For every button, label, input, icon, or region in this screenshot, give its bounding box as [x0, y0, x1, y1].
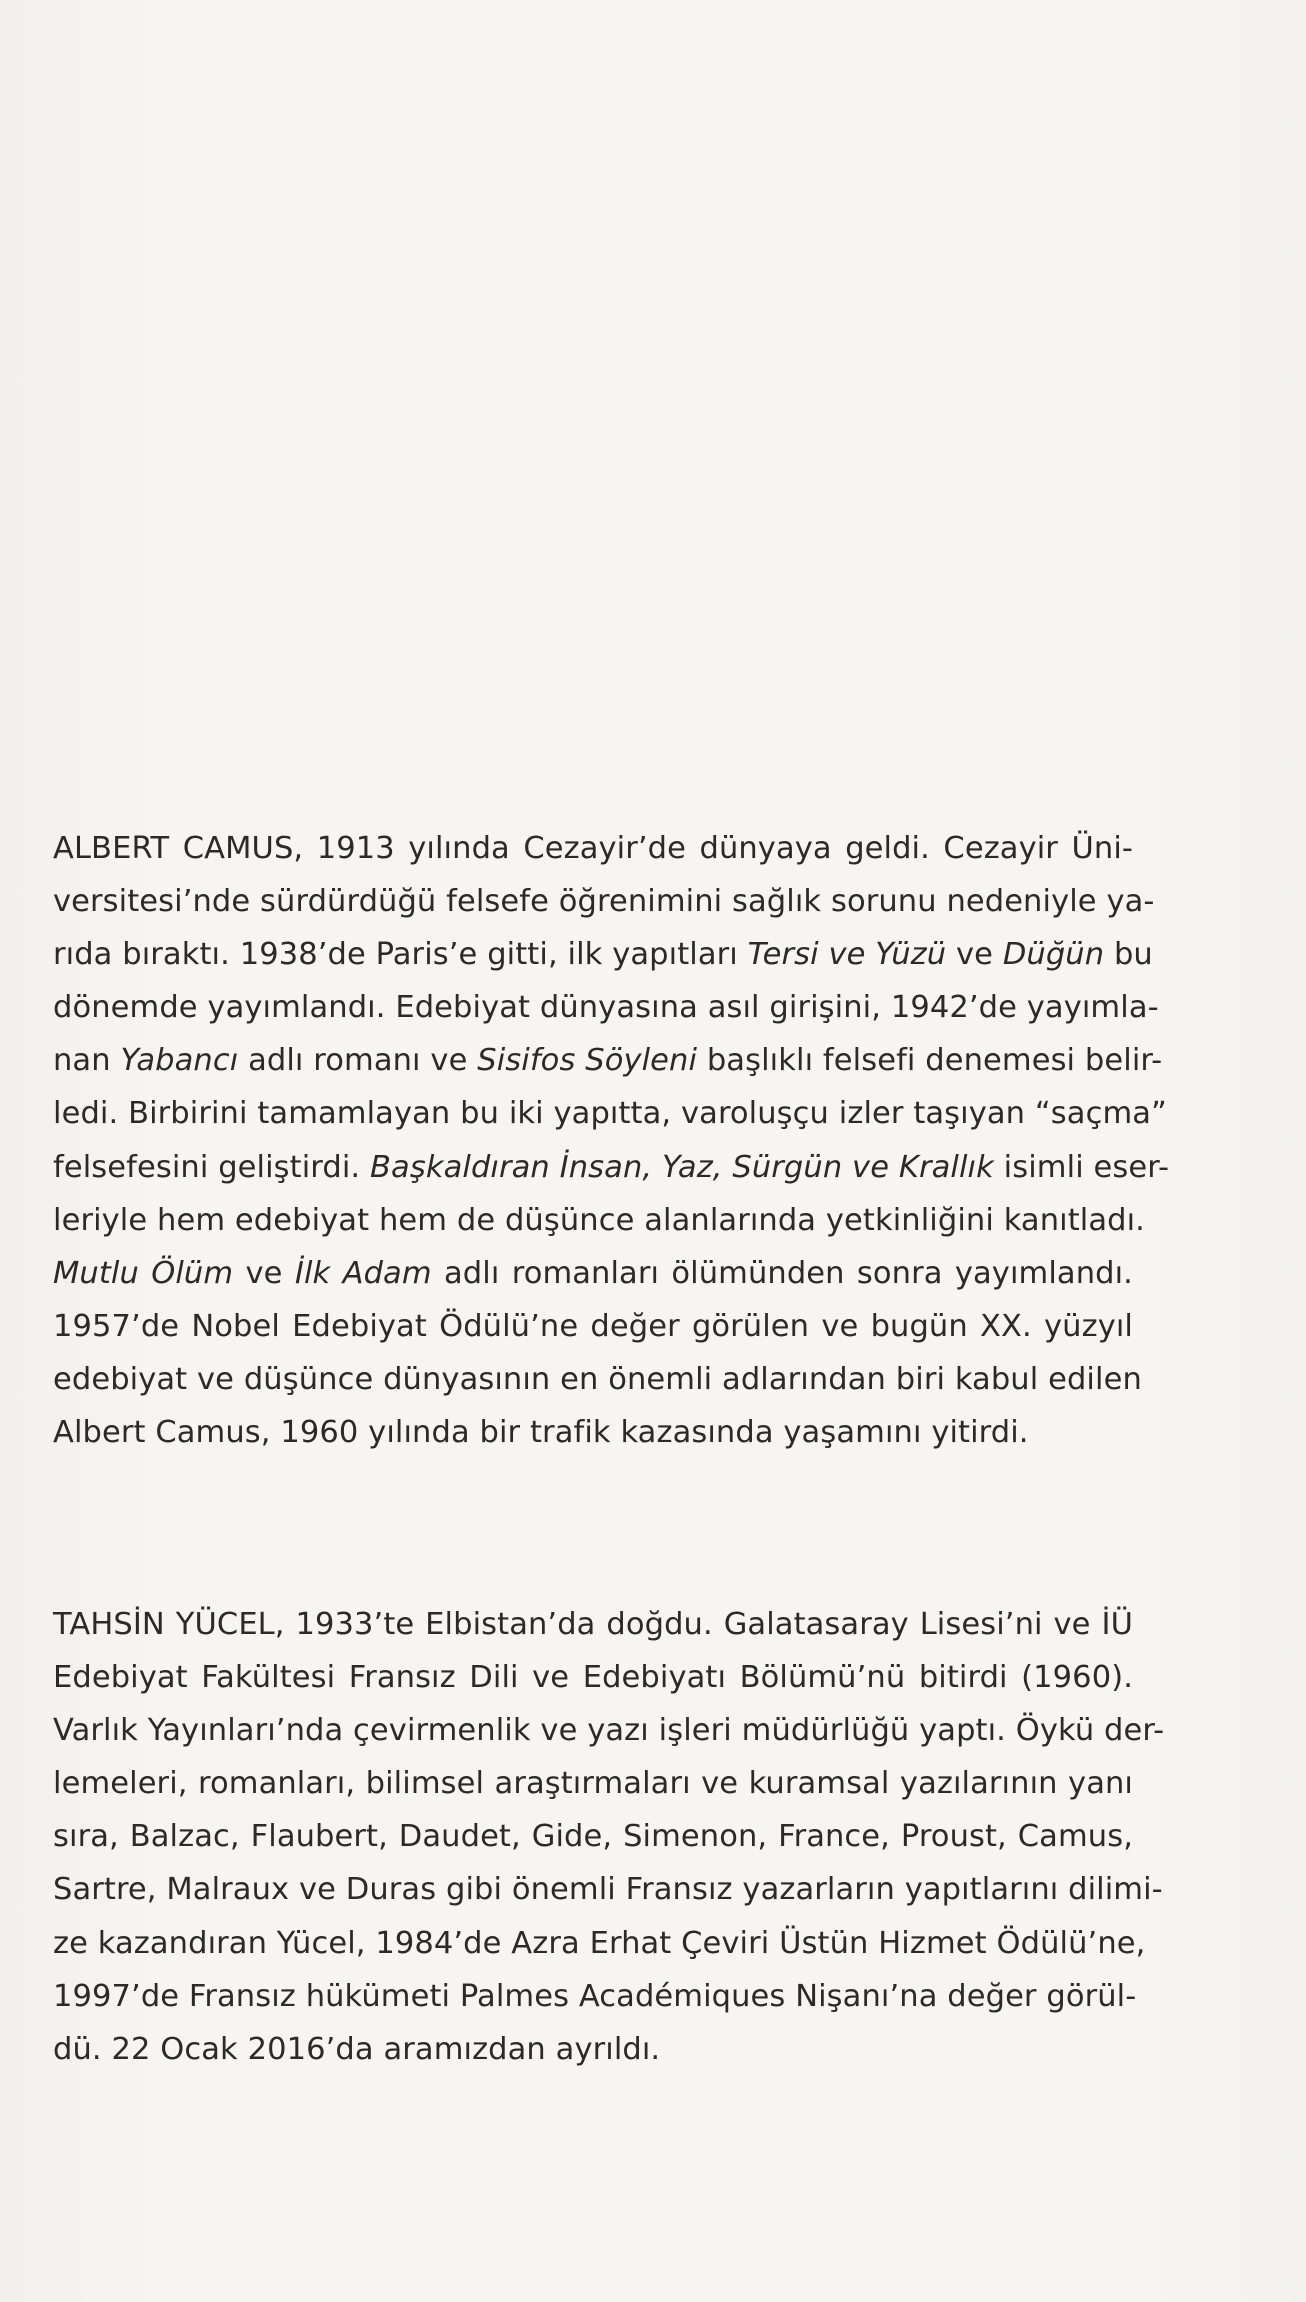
text-segment: ve — [946, 937, 1003, 973]
text-segment: versitesi’nde sürdürdüğü felsefe öğrenimini sağlık sorunu nedeniyle ya- — [53, 884, 1155, 920]
text-segment: bu — [1104, 937, 1153, 973]
text-line — [53, 1863, 1163, 1916]
text-segment: ALBERT CAMUS, 1913 yılında Cezayir’de dünyaya geldi. Cezayir Üni- — [53, 831, 1133, 866]
text-line — [53, 1970, 1137, 2023]
text-segment: leriyle hem edebiyat hem de düşünce alanlarında yetkinliğini kanıtladı. — [53, 1202, 1145, 1238]
text-line — [53, 1300, 1133, 1353]
text-segment: dönemde yayımlandı. Edebiyat dünyasına asıl girişini, 1942’de yayımla- — [53, 990, 1159, 1026]
text-segment: ze kazandıran Yücel, 1984’de Azra Erhat Çeviri Üstün Hizmet Ödülü’ne, — [53, 1925, 1146, 1961]
text-line — [53, 822, 1133, 875]
text-segment: Sartre, Malraux ve Duras gibi önemli Fransız yazarların yapıtlarını dilimi- — [53, 1872, 1163, 1908]
text-line — [53, 1034, 1163, 1087]
italic-title: Sisifos Söyleni — [477, 1043, 698, 1079]
text-line — [53, 1194, 1145, 1247]
text-line — [53, 981, 1159, 1034]
italic-title: Tersi ve Yüzü — [747, 937, 947, 973]
text-segment: edebiyat ve düşünce dünyasının en önemli adlarından biri kabul edilen — [53, 1361, 1142, 1397]
text-line — [53, 875, 1155, 928]
text-line — [53, 1247, 1133, 1300]
text-segment: ve — [233, 1255, 295, 1291]
italic-title: Mutlu Ölüm — [53, 1255, 234, 1291]
text-segment: ledi. Birbirini tamamlayan bu iki yapıtta, varoluşçu izler taşıyan “saçma” — [53, 1096, 1167, 1132]
text-segment: Varlık Yayınları’nda çevirmenlik ve yazı işleri müdürlüğü yaptı. Öykü der- — [53, 1713, 1165, 1749]
italic-title: Başkaldıran İnsan, Yaz, Sürgün ve Krallık — [370, 1149, 994, 1185]
text-segment: rıda bıraktı. 1938’de Paris’e gitti, ilk yapıtları — [53, 937, 748, 973]
text-line — [53, 1757, 1133, 1810]
italic-title: İlk Adam — [294, 1255, 432, 1291]
text-line — [53, 2023, 1133, 2076]
text-segment: 1957’de Nobel Edebiyat Ödülü’ne değer görülen ve bugün XX. yüzyıl — [53, 1308, 1133, 1344]
text-line — [53, 1141, 1170, 1194]
text-segment: isimli eser- — [993, 1149, 1170, 1185]
text-line — [53, 1651, 1133, 1704]
text-line — [53, 1087, 1167, 1140]
text-segment: 1997’de Fransız hükümeti Palmes Académiques Nişanı’na değer görül- — [53, 1978, 1137, 2014]
text-line — [53, 1810, 1133, 1863]
italic-title: Yabancı — [120, 1043, 239, 1079]
text-line — [53, 1353, 1142, 1406]
text-segment: nan — [53, 1043, 121, 1079]
text-segment: adlı romanı ve — [238, 1043, 478, 1079]
text-segment: Edebiyat Fakültesi Fransız Dili ve Edebiyatı Bölümü’nü bitirdi (1960). — [53, 1660, 1133, 1696]
text-segment: başlıklı felsefi denemesi belir- — [697, 1043, 1163, 1079]
text-line — [53, 1598, 1133, 1651]
text-line — [53, 928, 1153, 981]
author-bio-camus — [53, 822, 1170, 1459]
text-segment: TAHSİN YÜCEL, 1933’te Elbistan’da doğdu. Galatasaray Lisesi’ni ve İÜ — [53, 1607, 1133, 1642]
translator-bio-yucel — [53, 1598, 1165, 2076]
text-segment: lemeleri, romanları, bilimsel araştırmaları ve kuramsal yazılarının yanı — [53, 1766, 1133, 1802]
text-segment: felsefesini geliştirdi. — [53, 1149, 371, 1185]
italic-title: Düğün — [1002, 937, 1105, 973]
text-segment: Albert Camus, 1960 yılında bir trafik kazasında yaşamını yitirdi. — [53, 1415, 1029, 1451]
text-line — [53, 1917, 1146, 1970]
text-segment: dü. 22 Ocak 2016’da aramızdan ayrıldı. — [53, 2031, 661, 2067]
text-line — [53, 1406, 1133, 1459]
text-segment: sıra, Balzac, Flaubert, Daudet, Gide, Simenon, France, Proust, Camus, — [53, 1819, 1133, 1855]
text-segment: adlı romanları ölümünden sonra yayımlandı. — [431, 1255, 1133, 1291]
text-line — [53, 1704, 1165, 1757]
